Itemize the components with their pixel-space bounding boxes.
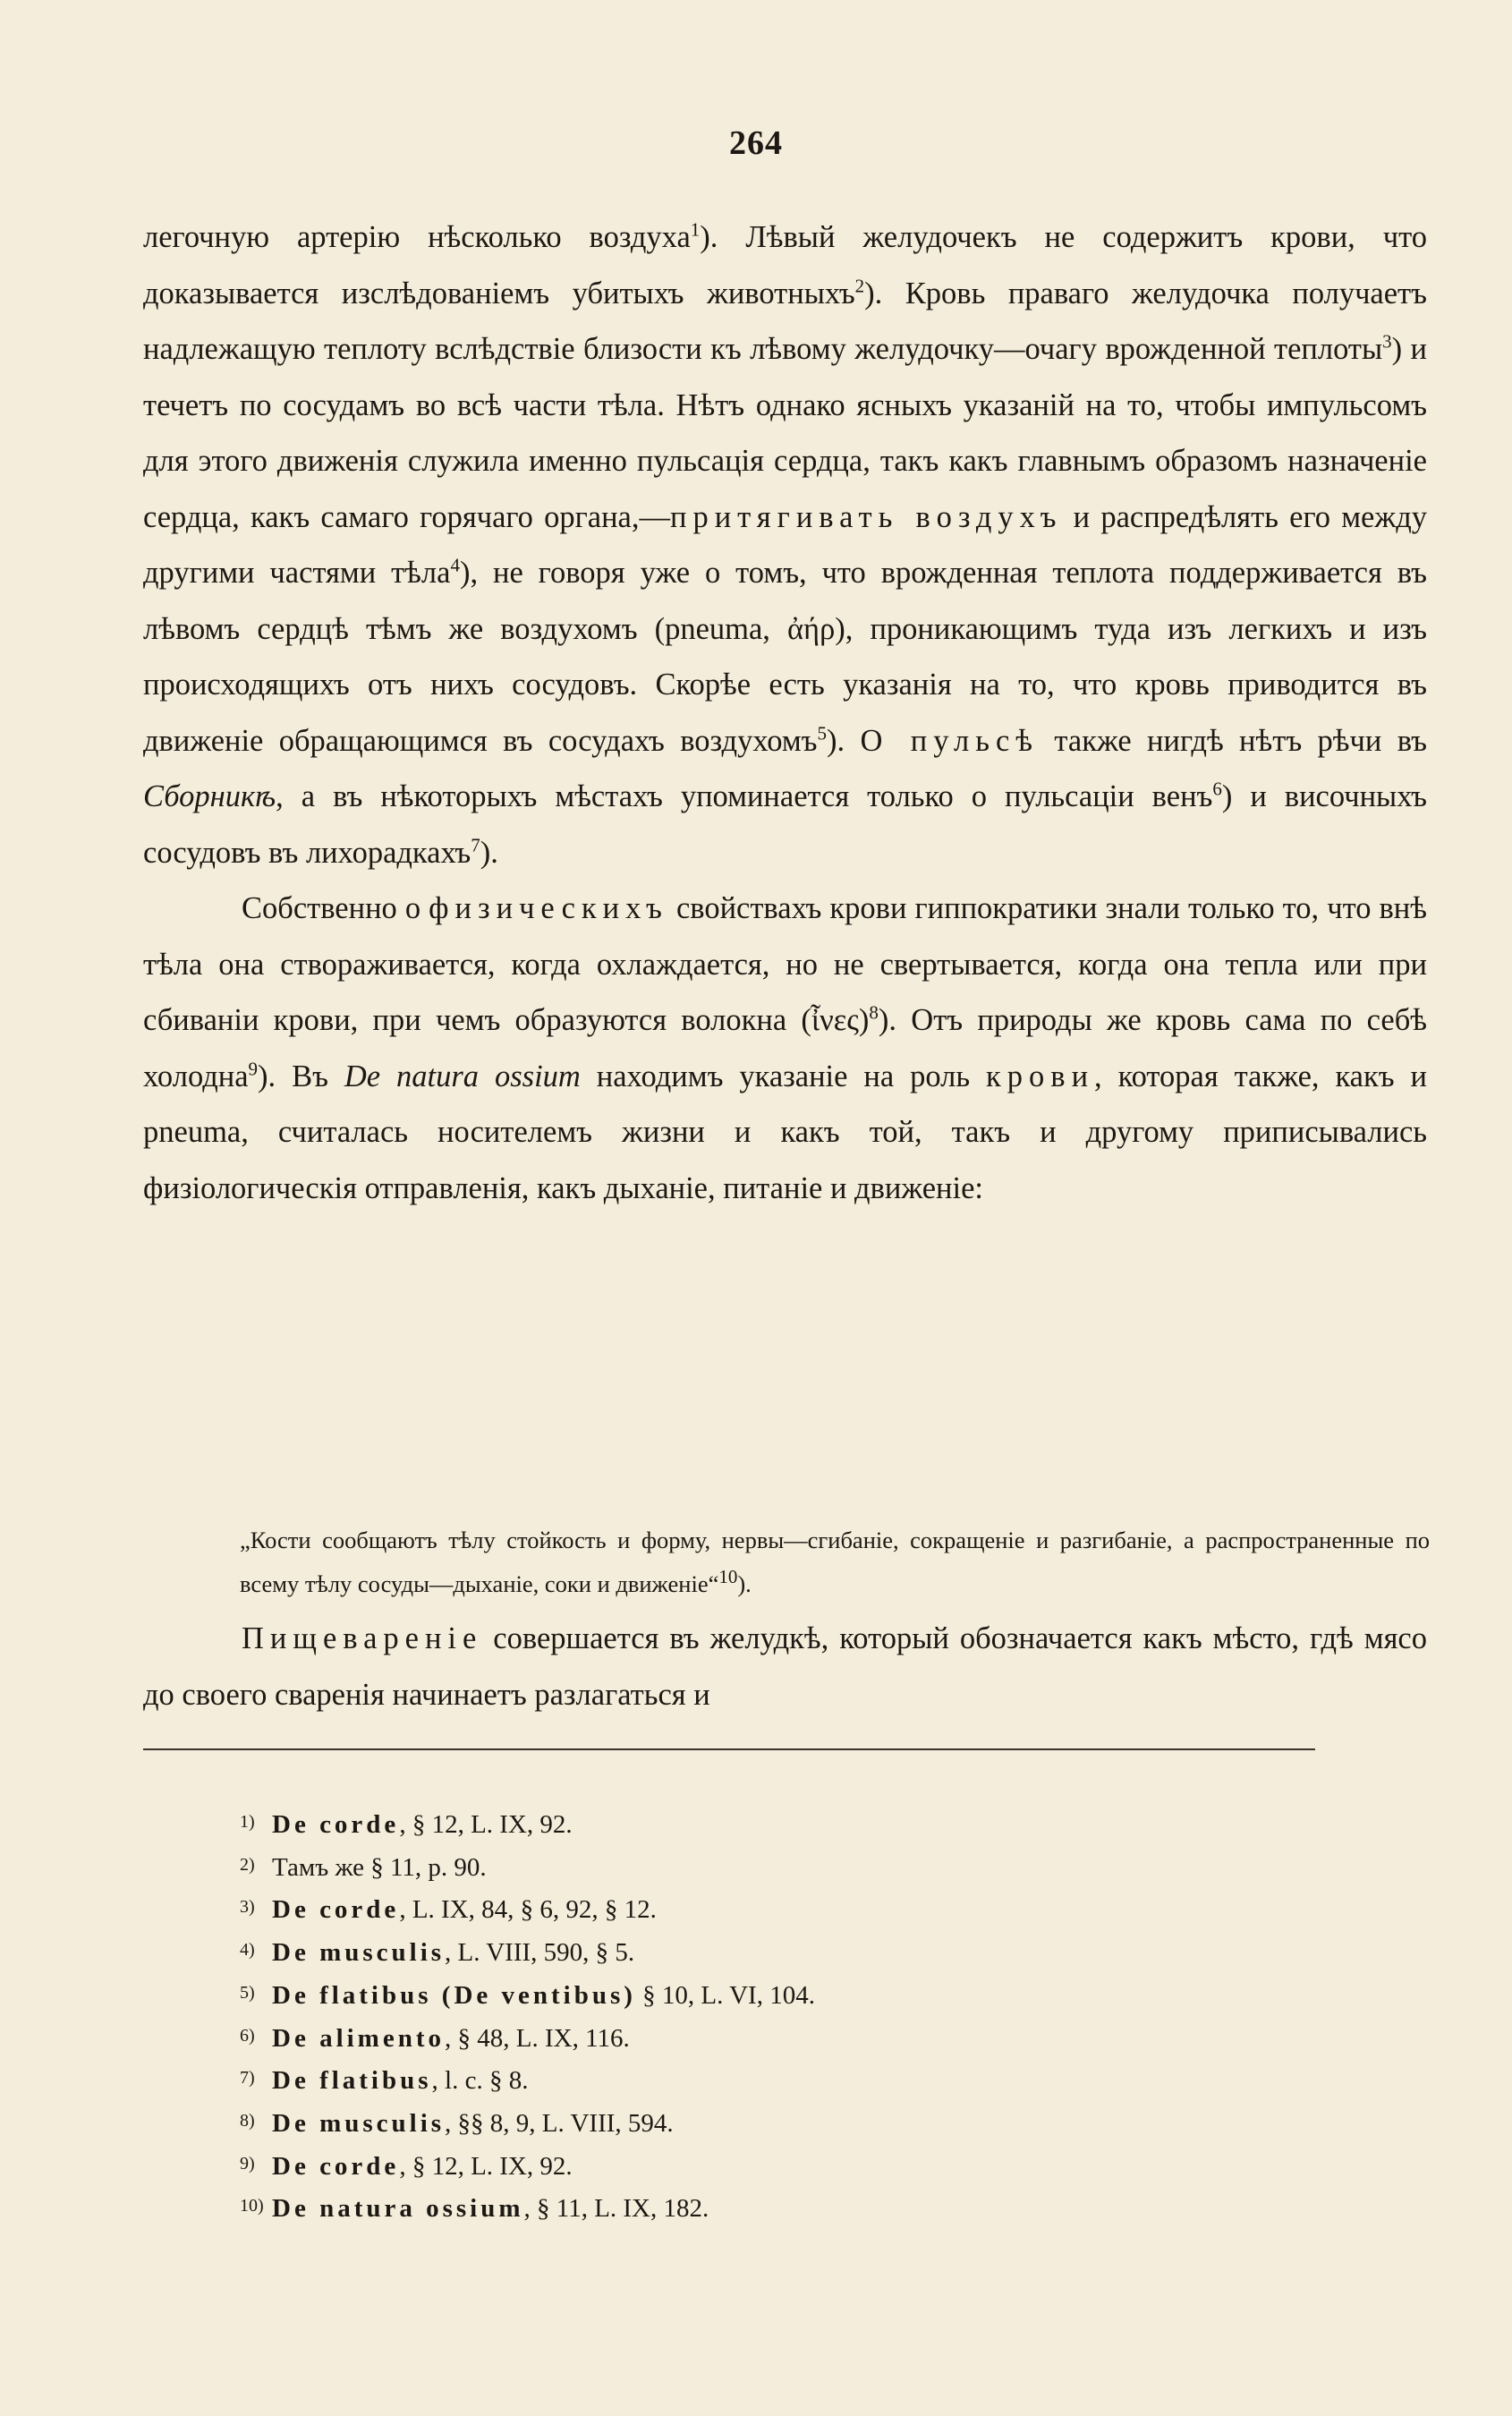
footnote-2 <box>240 1845 1313 1888</box>
text-run: ). Въ <box>258 1059 344 1093</box>
footnote-marker: 9) <box>240 2153 255 2174</box>
footnote-source: De corde <box>272 1895 400 1925</box>
footnote-marker: 4) <box>240 1940 255 1961</box>
footnote-3 <box>240 1887 1313 1930</box>
text-run: свойствахъ крови гиппократики знали только то, что внѣ тѣла она створаживается, когда охлаждается, но не свертывается, когда она тепла или при сбиваніи крови, при чемъ образуются волокна (ἶνες) <box>143 891 1427 1037</box>
text-run: ). <box>827 723 861 758</box>
spaced-emphasis: О пульсѣ <box>860 723 1040 758</box>
page-number: 264 <box>729 124 783 162</box>
footnote-source: De musculis <box>272 2108 446 2138</box>
paragraph-3-block <box>143 1611 1427 1723</box>
footnote-marker: 10) <box>240 2196 264 2216</box>
block-quote <box>240 1519 1430 1606</box>
footnote-marker: 1) <box>240 1812 255 1832</box>
footnote-5 <box>240 1973 1313 2016</box>
footnote-marker: 3) <box>240 1897 255 1918</box>
footnote-4 <box>240 1930 1313 1973</box>
footnote-marker: 5) <box>240 1982 255 2003</box>
footnote-8 <box>240 2101 1313 2144</box>
footnote-text: , L. IX, 84, § 6, 92, § 12. <box>399 1895 657 1925</box>
spaced-emphasis: притягивать воздухъ <box>670 499 1063 534</box>
footnote-text: , § 12, L. IX, 92. <box>399 2151 573 2181</box>
italic-title: De natura ossium <box>344 1059 581 1093</box>
footnote-ref-5[interactable]: 5 <box>817 722 828 744</box>
text-run: находимъ указаніе на роль <box>580 1059 987 1093</box>
footnote-text: , § 48, L. IX, 116. <box>445 2023 630 2053</box>
footnote-text: , § 12, L. IX, 92. <box>399 1810 573 1839</box>
footnote-ref-4[interactable]: 4 <box>450 554 460 576</box>
footnote-9 <box>240 2144 1313 2187</box>
footnote-ref-2[interactable]: 2 <box>854 275 865 296</box>
footnote-marker: 8) <box>240 2110 255 2131</box>
quote-text <box>240 1519 1430 1606</box>
footnote-source: De alimento <box>272 2023 445 2053</box>
footnote-marker: 6) <box>240 2025 255 2046</box>
text-run: совершается въ желудкѣ, который обозначается какъ мѣсто, гдѣ мясо до своего сваренія начинаетъ разлагаться и <box>143 1621 1427 1712</box>
footnote-marker: 7) <box>240 2068 255 2088</box>
footnote-source: De corde <box>272 1810 400 1839</box>
spaced-emphasis: физическихъ <box>429 891 668 925</box>
text-run: , которая также, какъ и pneuma, считалась носителемъ жизни и какъ той, такъ и другому приписывались физіологическія отправленія, какъ дыханіе, питаніе и движеніе: <box>143 1059 1427 1205</box>
footnote-text: , § 11, L. IX, 182. <box>523 2194 709 2224</box>
footnote-1 <box>240 1802 1313 1845</box>
text-run: ), не говоря уже о томъ, что врожденная теплота поддерживается въ лѣвомъ сердцѣ тѣмъ же воздухомъ (pneuma, ἀήρ), проникающимъ туда изъ легкихъ и изъ происходящихъ отъ нихъ сосудовъ. Скорѣе есть указанія на то, что кровь приводится въ движеніе обращающимся въ сосудахъ воздухомъ <box>143 556 1427 758</box>
footnote-text: § 10, L. VI, 104. <box>635 1980 815 2010</box>
text-run: „Кости сообщаютъ тѣлу стойкость и форму, нервы—сгибаніе, сокращеніе и разгибаніе, а распространенные по всему тѣлу сосуды—дыханіе, соки и движеніе“ <box>240 1527 1430 1597</box>
paragraph-1 <box>143 209 1427 880</box>
footnote-ref-10[interactable]: 10 <box>718 1566 738 1588</box>
footnote-text: , L. VIII, 590, § 5. <box>445 1938 635 1968</box>
footnote-source: De musculis <box>272 1938 446 1968</box>
footnote-source: De corde <box>272 2151 400 2181</box>
footnote-divider <box>143 1748 1315 1750</box>
paragraph-3 <box>143 1611 1427 1723</box>
text-run: ). <box>737 1570 752 1597</box>
text-run: ). <box>480 835 498 870</box>
footnote-marker: 2) <box>240 1854 255 1875</box>
footnote-ref-6[interactable]: 6 <box>1212 778 1222 800</box>
spaced-emphasis: Пищевареніе <box>242 1621 483 1655</box>
footnote-source: De natura ossium <box>272 2194 524 2224</box>
main-text <box>143 209 1427 1216</box>
spaced-emphasis: крови <box>986 1059 1095 1093</box>
text-run: ). Кровь праваго желудочка получаетъ надлежащую теплоту вслѣдствіе близости къ лѣвому желудочку—очагу врожденной теплоты <box>143 276 1427 366</box>
footnote-10 <box>240 2186 1313 2229</box>
text-run: , а въ нѣкоторыхъ мѣстахъ упоминается только о пульсаціи венъ <box>276 779 1213 813</box>
paragraph-2 <box>143 880 1427 1216</box>
footnotes <box>240 1802 1313 2229</box>
footnote-source: De flatibus <box>272 2066 432 2096</box>
text-run: также нигдѣ нѣтъ рѣчи въ <box>1039 723 1427 758</box>
footnote-ref-1[interactable]: 1 <box>690 218 701 241</box>
text-run: ). Отъ природы же кровь сама по себѣ холодна <box>143 1003 1427 1093</box>
footnote-text: Тамъ же § 11, p. 90. <box>272 1852 487 1882</box>
footnote-source: De flatibus (De ventibus) <box>272 1980 636 2010</box>
text-run: ). Лѣвый желудочекъ не содержитъ крови, что доказывается изслѣдованіемъ убитыхъ животныхъ <box>143 220 1427 311</box>
text-run: ) и течетъ по сосудамъ во всѣ части тѣла. Нѣтъ однако ясныхъ указаній на то, чтобы импульсомъ для этого движенія служила именно пульсація сердца, такъ какъ главнымъ образомъ назначеніе сердца, какъ самаго горячаго органа,— <box>143 332 1427 534</box>
footnote-text: , §§ 8, 9, L. VIII, 594. <box>445 2108 674 2138</box>
footnote-6 <box>240 2016 1313 2059</box>
italic-title: Сборникѣ <box>143 779 276 813</box>
footnote-ref-8[interactable]: 8 <box>869 1001 879 1024</box>
footnote-ref-3[interactable]: 3 <box>1382 330 1392 353</box>
footnote-text: , l. c. § 8. <box>431 2066 529 2096</box>
text-run: ) и височныхъ сосудовъ въ лихорадкахъ <box>143 779 1427 870</box>
footnote-ref-7[interactable]: 7 <box>471 834 480 855</box>
text-run: легочную артерію нѣсколько воздуха <box>143 220 691 254</box>
footnote-ref-9[interactable]: 9 <box>248 1058 259 1079</box>
text-run: и распредѣлять его между другими частями тѣла <box>143 499 1428 590</box>
text-run: Собственно о <box>242 891 429 925</box>
footnote-7 <box>240 2058 1313 2101</box>
